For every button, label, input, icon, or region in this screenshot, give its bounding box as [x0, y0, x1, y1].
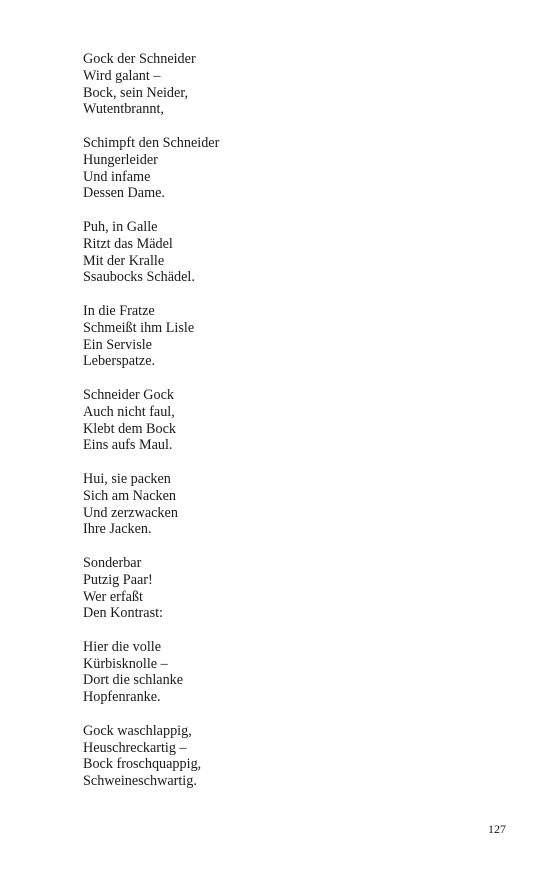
poem-line: Schmeißt ihm Lisle: [83, 319, 195, 336]
stanza-6: [83, 471, 383, 538]
poem-line: Hui, sie packen: [83, 470, 171, 487]
poem-line: Und zerzwacken: [83, 504, 178, 521]
poem-line: Sonderbar: [83, 554, 142, 571]
poem-line: Hungerleider: [83, 151, 158, 168]
poem-line: Klebt dem Bock: [83, 420, 176, 437]
poem-line: Kürbisknolle –: [83, 655, 168, 672]
poem-line: Wer erfaßt: [83, 588, 143, 605]
poem-line: Gock waschlappig,: [83, 722, 192, 739]
poem-line: Dort die schlanke: [83, 672, 184, 689]
poem-line: Mit der Kralle: [83, 252, 165, 269]
poem-line: Dessen Dame.: [83, 185, 165, 202]
stanza-3: [83, 219, 383, 286]
stanza-9: [83, 723, 383, 790]
poem-line: Putzig Paar!: [83, 571, 153, 588]
poem-line: Heuschreckartig –: [83, 739, 187, 756]
stanza-1: [83, 51, 383, 118]
poem-line: Ein Servisle: [83, 336, 152, 353]
poem: [83, 51, 383, 807]
poem-line: Wutentbrannt,: [83, 101, 164, 118]
poem-line: Sich am Nacken: [83, 487, 176, 504]
poem-line: Ihre Jacken.: [83, 521, 152, 538]
stanza-7: [83, 555, 383, 622]
page-number: 127: [488, 822, 506, 836]
stanza-5: [83, 387, 383, 454]
poem-line: Hier die volle: [83, 638, 162, 655]
poem-line: Auch nicht faul,: [83, 403, 175, 420]
poem-line: Leberspatze.: [83, 353, 156, 370]
poem-line: Eins aufs Maul.: [83, 437, 173, 454]
stanza-8: [83, 639, 383, 706]
poem-line: Ritzt das Mädel: [83, 235, 173, 252]
poem-line: In die Fratze: [83, 302, 155, 319]
stanza-2: [83, 135, 383, 202]
stanza-4: [83, 303, 383, 370]
poem-line: Puh, in Galle: [83, 218, 158, 235]
poem-line: Schneider Gock: [83, 386, 175, 403]
poem-line: Und infame: [83, 168, 151, 185]
poem-line: Bock, sein Neider,: [83, 84, 189, 101]
poem-line: Schweineschwartig.: [83, 773, 197, 790]
poem-line: Den Kontrast:: [83, 605, 163, 622]
poem-line: Schimpft den Schneider: [83, 134, 220, 151]
poem-line: Wird galant –: [83, 67, 161, 84]
poem-line: Ssaubocks Schädel.: [83, 269, 195, 286]
poem-line: Hopfenranke.: [83, 689, 161, 706]
poem-line: Bock froschquappig,: [83, 756, 202, 773]
poem-line: Gock der Schneider: [83, 51, 196, 67]
